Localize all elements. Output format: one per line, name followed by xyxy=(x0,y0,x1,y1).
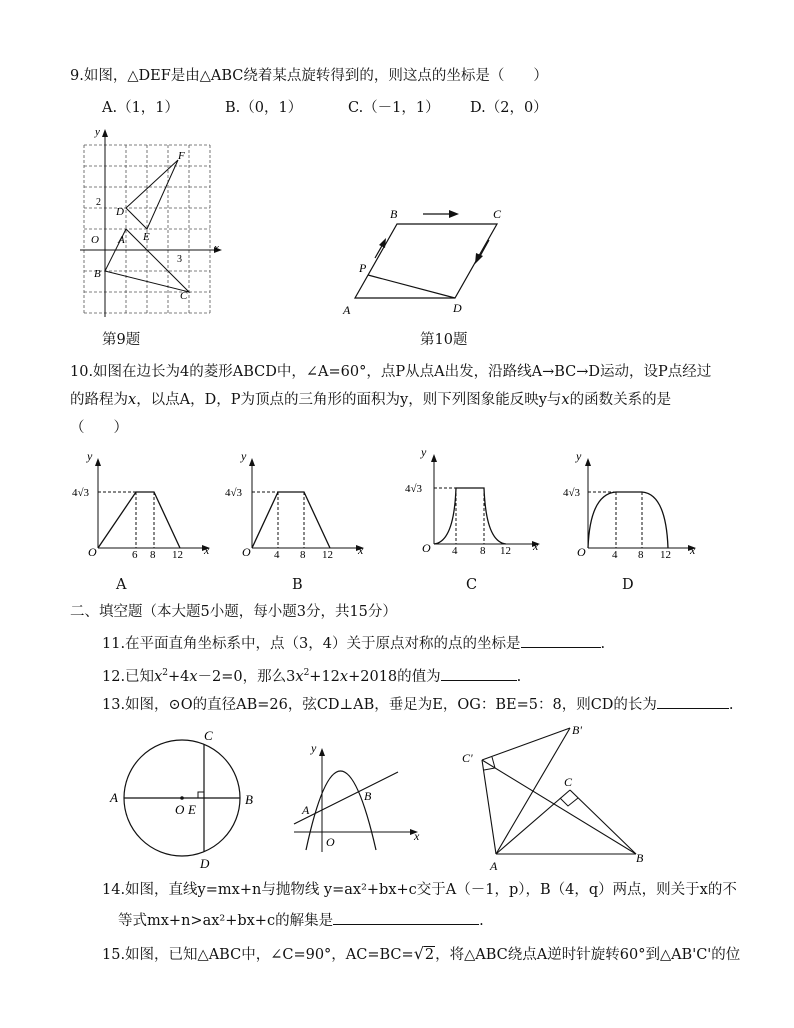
q9-option-d: D.（2，0） xyxy=(470,100,548,116)
svg-text:x: x xyxy=(358,543,364,557)
fig15-label-b-prime: B' xyxy=(572,723,582,737)
q12: 12.已知$x^2+4x-2=0$，那么$3x^2+12x+2018$的值为 . xyxy=(102,663,521,687)
fig9-tick-2: 2 xyxy=(96,197,101,208)
fig15-label-c-prime: C' xyxy=(462,751,473,765)
fig14-origin: O xyxy=(326,835,335,849)
svg-text:y: y xyxy=(421,445,427,459)
q10-graph-b-tick: 8 xyxy=(300,549,306,561)
fig9-caption: 第9题 xyxy=(102,332,141,348)
q10-graph-b-label: B xyxy=(292,577,303,593)
q10-graph-c-label: C xyxy=(466,577,478,593)
fig9-origin: O xyxy=(91,234,99,246)
svg-text:O: O xyxy=(242,545,251,559)
q15-sqrt-radicand: 2 xyxy=(424,947,435,963)
q10-stem-line1: 10.如图在边长为4的菱形ABCD中，∠A=60°，点P从点A出发，沿路线A→BC→D运动，设P点经过 xyxy=(70,364,712,380)
fig13-label-e: E xyxy=(188,802,196,817)
q10-graph-c-ymax: 4√3 xyxy=(405,483,423,495)
q14-line1: 14.如图，直线y=mx+n与抛物线 y=ax²+bx+c交于A（－1，p），B（4，q）两点，则关于x的不 xyxy=(102,882,737,898)
fig14-y-label: y xyxy=(311,741,317,755)
q10-graph-b xyxy=(222,450,372,565)
q10-graph-d-tick: 4 xyxy=(612,549,618,561)
fig14-label-a: A xyxy=(302,803,310,817)
q10-graph-c-tick: 4 xyxy=(452,545,458,557)
fig9-x-label: x xyxy=(214,242,219,254)
q10-graph-c-tick: 8 xyxy=(480,545,486,557)
q10-graph-a-tick: 6 xyxy=(132,549,138,561)
svg-text:y: y xyxy=(241,449,247,463)
fig9-y-label: y xyxy=(95,126,100,138)
fig9-label-b: B xyxy=(94,268,101,280)
fig9-label-d: D xyxy=(116,206,124,218)
fig15-label-c: C xyxy=(564,775,573,789)
fig10-label-b: B xyxy=(390,207,398,221)
fig9-label-a: A xyxy=(118,234,125,246)
fig10-label-d: D xyxy=(453,301,462,315)
q14-answer-blank[interactable] xyxy=(333,910,479,925)
q13-answer-blank[interactable] xyxy=(657,694,729,709)
q10-graph-a-label: A xyxy=(116,577,127,593)
fig13-label-d: D xyxy=(200,856,210,871)
q10-graph-b-ymax: 4√3 xyxy=(225,487,243,499)
q15: 15.如图，已知△ABC中，∠C=90°，AC=BC=√2，将△ABC绕点A逆时针旋转60°到△AB'C'的位 xyxy=(102,944,741,963)
q11: 11.在平面直角坐标系中，点（3，4）关于原点对称的点的坐标是 . xyxy=(102,633,605,654)
q10-graph-c xyxy=(400,446,550,561)
q9-option-c: C.（－1，1） xyxy=(348,100,440,116)
svg-text:y: y xyxy=(576,449,582,463)
fig15-label-a: A xyxy=(490,859,498,873)
svg-text:O: O xyxy=(88,545,97,559)
fig10-rhombus xyxy=(335,200,515,320)
fig9-label-e: E xyxy=(143,231,150,243)
q10-stem-line3: （ ） xyxy=(70,420,128,436)
q10-graph-b-tick: 12 xyxy=(322,549,333,561)
fig13-circle xyxy=(100,722,270,872)
fig13-label-a: A xyxy=(110,790,118,805)
q10-graph-d xyxy=(562,450,712,565)
q10-graph-a-ymax: 4√3 xyxy=(72,487,90,499)
fig14-parabola xyxy=(288,742,428,857)
q10-graph-d-label: D xyxy=(622,577,634,593)
q10-graph-c-tick: 12 xyxy=(500,545,511,557)
q14-line2: 等式mx+n>ax²+bx+c的解集是 . xyxy=(118,910,484,931)
q10-graph-a-tick: 8 xyxy=(150,549,156,561)
section-heading: 二、填空题（本大题5小题，每小题3分，共15分） xyxy=(70,604,397,620)
fig15-triangles xyxy=(460,722,660,872)
q10-stem-line2: 的路程为x，以点A，D，P为顶点的三角形的面积为y，则下列图象能反映y与x的函数关系的是 xyxy=(70,392,672,408)
q13: 13.如图，⊙O的直径AB=26，弦CD⊥AB，垂足为E，OG：BE=5：8，则CD的长为 . xyxy=(102,694,734,715)
fig13-label-o: O xyxy=(175,802,185,817)
q10-graph-a xyxy=(70,450,220,565)
fig13-label-b: B xyxy=(245,792,253,807)
fig10-label-p: P xyxy=(359,261,367,275)
svg-text:x: x xyxy=(533,539,539,553)
fig10-caption: 第10题 xyxy=(420,332,468,348)
svg-text:O: O xyxy=(577,545,586,559)
fig14-x-label: x xyxy=(414,829,420,843)
fig9-label-f: F xyxy=(178,150,185,162)
fig13-label-c: C xyxy=(204,728,213,743)
q10-graph-a-tick: 12 xyxy=(172,549,183,561)
fig9-label-c: C xyxy=(180,290,188,302)
q10-graph-d-tick: 8 xyxy=(638,549,644,561)
fig14-label-b: B xyxy=(364,789,372,803)
fig9-tick-3: 3 xyxy=(177,254,182,265)
q11-answer-blank[interactable] xyxy=(521,633,601,648)
fig15-label-b: B xyxy=(636,851,644,865)
q10-graph-d-ymax: 4√3 xyxy=(563,487,581,499)
fig9-grid xyxy=(80,125,220,325)
svg-text:x: x xyxy=(204,543,210,557)
svg-text:x: x xyxy=(690,543,696,557)
fig10-label-a: A xyxy=(343,303,351,317)
q12-answer-blank[interactable] xyxy=(441,666,517,681)
fig10-label-c: C xyxy=(493,207,502,221)
q10-graph-d-tick: 12 xyxy=(660,549,671,561)
q9-option-a: A.（1，1） xyxy=(102,100,180,116)
q9-option-b: B.（0，1） xyxy=(225,100,303,116)
svg-text:O: O xyxy=(422,541,431,555)
q10-graph-b-tick: 4 xyxy=(274,549,280,561)
svg-text:y: y xyxy=(87,449,93,463)
q9-stem: 9.如图，△DEF是由△ABC绕着某点旋转得到的，则这点的坐标是（ ） xyxy=(70,68,548,84)
